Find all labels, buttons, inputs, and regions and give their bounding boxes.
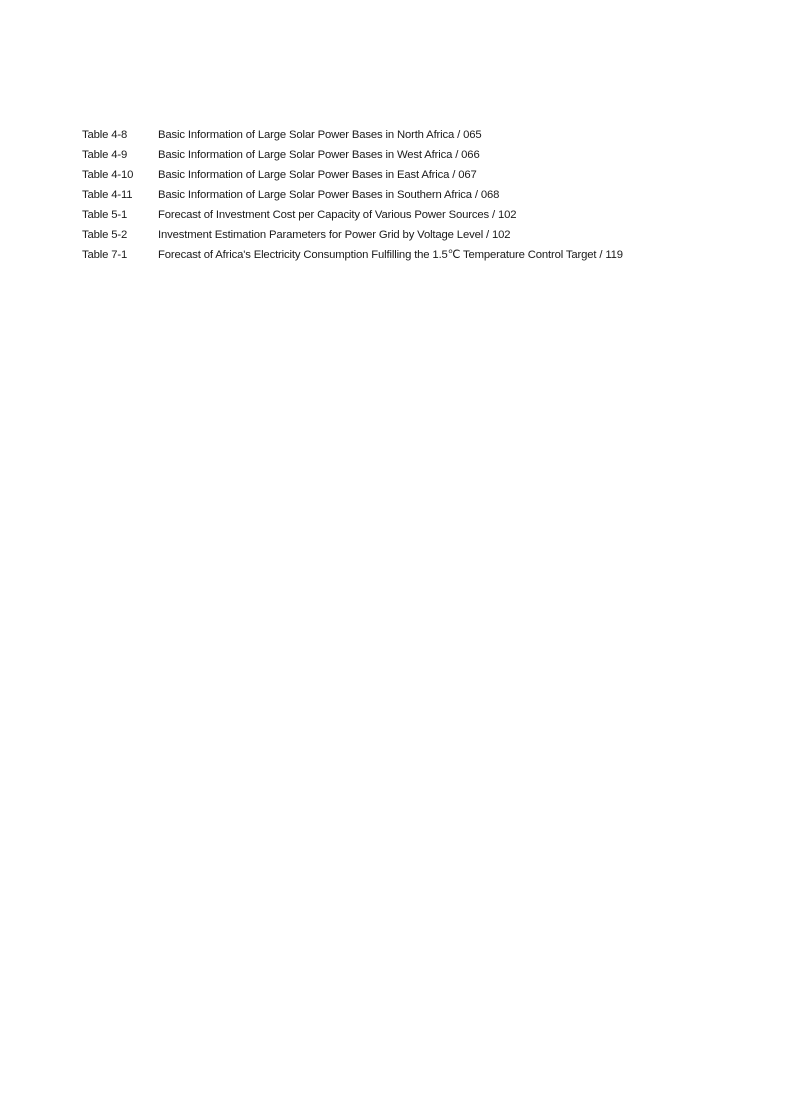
table-number: Table 4-8 bbox=[82, 129, 128, 141]
toc-entry bbox=[82, 186, 762, 206]
toc-entry bbox=[82, 206, 762, 226]
table-title: Investment Estimation Parameters for Power Grid by Voltage Level / 102 bbox=[158, 229, 511, 241]
table-title: Basic Information of Large Solar Power Bases in West Africa / 066 bbox=[158, 149, 480, 161]
table-number: Table 5-2 bbox=[82, 229, 128, 241]
toc-entry bbox=[82, 126, 762, 146]
table-number: Table 7-1 bbox=[82, 249, 128, 261]
table-title: Forecast of Investment Cost per Capacity of Various Power Sources / 102 bbox=[158, 209, 517, 221]
toc-entry bbox=[82, 166, 762, 186]
toc-entry bbox=[82, 246, 762, 266]
list-of-tables bbox=[82, 126, 762, 266]
table-number: Table 4-9 bbox=[82, 149, 128, 161]
table-title: Basic Information of Large Solar Power Bases in Southern Africa / 068 bbox=[158, 189, 500, 201]
toc-entry bbox=[82, 226, 762, 246]
table-title: Forecast of Africa's Electricity Consumption Fulfilling the 1.5℃ Temperature Control Target / 119 bbox=[158, 249, 623, 261]
table-number: Table 5-1 bbox=[82, 209, 128, 221]
table-title: Basic Information of Large Solar Power Bases in East Africa / 067 bbox=[158, 169, 477, 181]
table-title: Basic Information of Large Solar Power Bases in North Africa / 065 bbox=[158, 129, 482, 141]
toc-entry bbox=[82, 146, 762, 166]
table-number: Table 4-10 bbox=[82, 169, 134, 181]
table-number: Table 4-11 bbox=[82, 189, 133, 201]
